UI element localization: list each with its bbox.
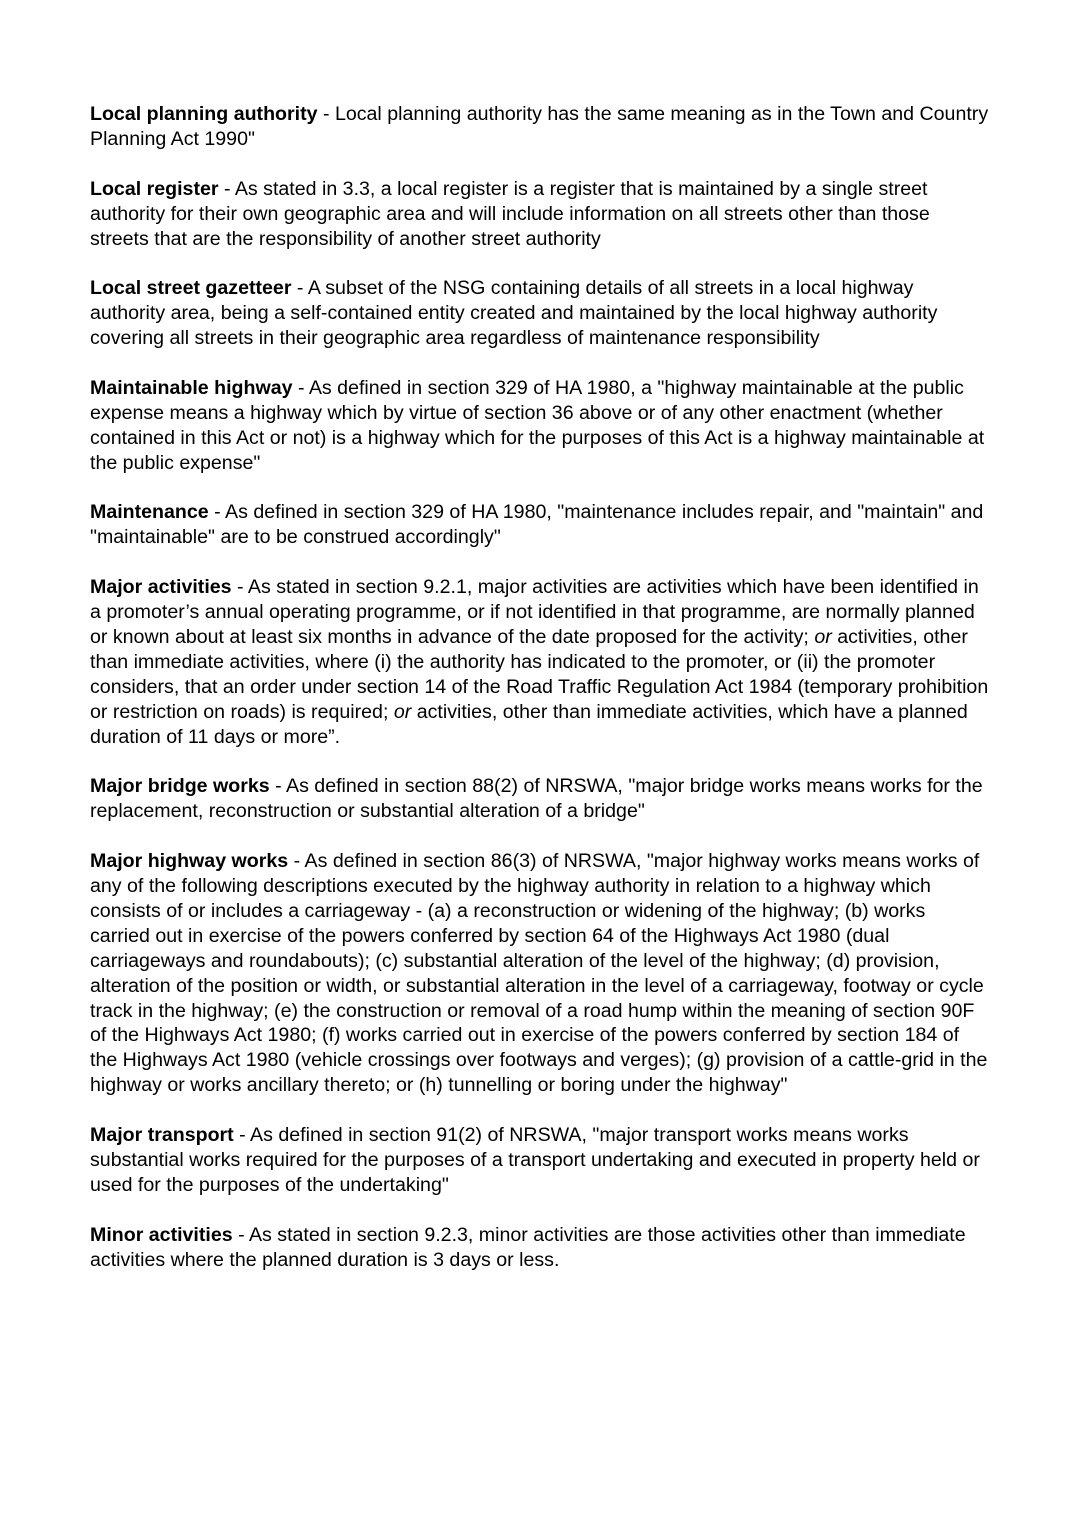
glossary-term: Local street gazetteer <box>90 277 292 300</box>
glossary-entry <box>90 1223 990 1273</box>
glossary-term: Major transport <box>90 1124 234 1147</box>
term-separator: - <box>218 177 235 200</box>
definition-text: As stated in section 9.2.3, minor activities are those activities other than immediate activities where the planned duration is 3 days or less. <box>90 1223 966 1271</box>
term-separator: - <box>233 1124 251 1147</box>
glossary-entry <box>90 376 990 476</box>
glossary-entry <box>90 177 990 252</box>
glossary-term: Local planning authority <box>90 103 318 125</box>
glossary-entry <box>90 276 990 351</box>
definition-text: As defined in section 329 of HA 1980, a "highway maintainable at the public expense means a highway which by virtue of section 36 above or of any other enactment (whether contained in this Act or not) is a highway which for the purposes of this Act is a highway maintainable at the public expense" <box>90 376 985 474</box>
glossary-term: Maintenance <box>90 501 209 524</box>
glossary-entry <box>90 774 990 824</box>
definition-text: As stated in 3.3, a local register is a register that is maintained by a single street authority for their own geographic area and will include information on all streets other than those streets that are the responsibility of another street authority <box>90 177 930 250</box>
glossary-entry <box>90 1123 990 1198</box>
glossary-term: Major activities <box>90 576 232 599</box>
term-separator: - <box>317 103 335 125</box>
definition-text: As defined in section 86(3) of NRSWA, "major highway works means works of any of the following descriptions executed by the highway authority in relation to a highway which consists of or includes a carriageway - (a) a reconstruction or widening of the highway; (b) works carried out in exercise of the powers conferred by section 64 of the Highways Act 1980 (dual carriageways and roundabouts); (c) substantial alteration of the level of the highway; (d) provision, alteration of the position or width, or substantial alteration in the level of a carriageway, footway or cycle track in the highway; (e) the construction or removal of a road hump within the meaning of section 90F of the Highways Act 1980; (f) works carried out in exercise of the powers conferred by section 184 of the Highways Act 1980 (vehicle crossings over footways and verges); (g) provision of a cattle-grid in the highway or works ancillary thereto; or (h) tunnelling or boring under the highway" <box>90 850 988 1097</box>
definition-text: As defined in section 88(2) of NRSWA, "major bridge works means works for the replacement, reconstruction or substantial alteration of a bridge" <box>90 775 983 823</box>
glossary-entry <box>90 849 990 1098</box>
definition-text: Local planning authority has the same meaning as in the Town and Country Planning Act 1990" <box>90 103 989 150</box>
definition-text: activities, other than immediate activities, which have a planned duration of 11 days or more”. <box>90 700 968 748</box>
term-separator: - <box>231 576 248 599</box>
definition-text: As defined in section 91(2) of NRSWA, "major transport works means works substantial works required for the purposes of a transport undertaking and executed in property held or used for the purposes of the undertaking" <box>90 1124 980 1196</box>
glossary-term: Major highway works <box>90 850 289 873</box>
glossary-entry <box>90 102 990 152</box>
glossary-entry <box>90 500 990 550</box>
glossary-term: Local register <box>90 177 219 200</box>
definition-emphasis: or <box>814 625 832 648</box>
term-separator: - <box>208 501 226 524</box>
glossary-list <box>90 102 990 1297</box>
glossary-term: Major bridge works <box>90 775 270 798</box>
definition-text: As stated in section 9.2.1, major activities are activities which have been identified in a promoter’s annual operating programme, or if not identified in that programme, are normally planned or known about at least six months in advance of the date proposed for the activity; <box>90 576 979 648</box>
glossary-entry <box>90 575 990 749</box>
term-separator: - <box>232 1223 249 1246</box>
definition-text: As defined in section 329 of HA 1980, "maintenance includes repair, and "maintain" and "maintainable" are to be construed accordingly" <box>90 501 984 549</box>
glossary-definition <box>90 576 988 747</box>
definition-text: activities, other than immediate activities, where (i) the authority has indicated to the promoter, or (ii) the promoter considers, that an order under section 14 of the Road Traffic Regulation Act 1984 (temporary prohibition or restriction on roads) is required; <box>90 625 989 723</box>
definition-emphasis: or <box>393 700 412 723</box>
term-separator: - <box>292 376 309 399</box>
definition-text: A subset of the NSG containing details of all streets in a local highway authority area, being a self-contained entity created and maintained by the local highway authority covering all streets in their geographic area regardless of maintenance responsibility <box>90 277 938 350</box>
glossary-definition <box>90 850 987 1096</box>
term-separator: - <box>291 277 308 300</box>
term-separator: - <box>288 850 305 873</box>
glossary-term: Maintainable highway <box>90 376 293 399</box>
term-separator: - <box>269 775 286 798</box>
glossary-term: Minor activities <box>90 1223 233 1246</box>
